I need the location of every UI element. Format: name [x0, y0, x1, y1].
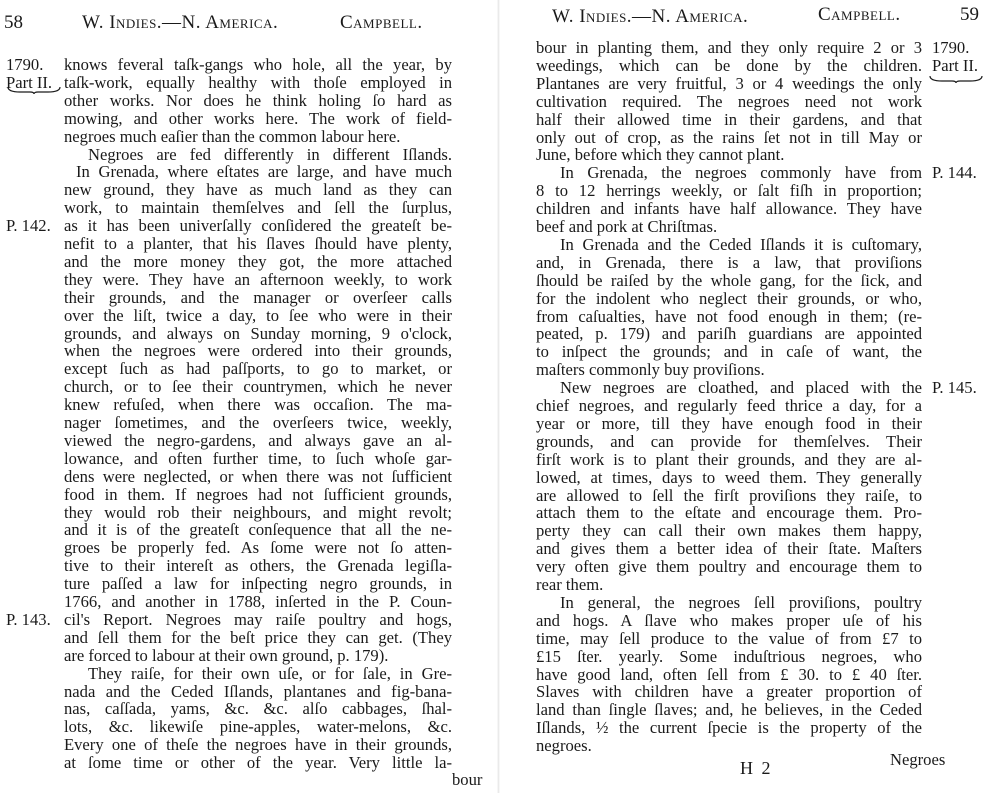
text-line: Plantanes are very fruitful, 3 or 4 weedings the only	[536, 73, 922, 93]
text-line: year or more, till they have enough food in their	[536, 413, 922, 433]
margin-note: Part II.	[6, 72, 53, 92]
text-line: nada and the Ceded Iſlands, plantanes and fig-bana-	[64, 681, 452, 701]
text-line: bour in planting them, and they only require 2 or 3	[536, 38, 922, 57]
text-line: groes be properly fed. As ſome were not ſo atten-	[64, 538, 452, 558]
text-line: dens were neglected, or when there was not ſufficient	[64, 466, 452, 486]
text-line: Slaves with children have a greater proportion of	[536, 682, 922, 702]
text-line: are allowed to ſell the firſt proviſions they raiſe, to	[536, 485, 922, 505]
margin-note: P. 143.	[6, 609, 51, 629]
text-line: church, or to ſee their countrymen, which he never	[64, 377, 452, 397]
text-line: nas, caſſada, yams, &c. &c. alſo cabbages, ſhal-	[64, 699, 452, 719]
text-line: lowed, at times, days to weed them. They generally	[536, 467, 922, 487]
right-running-head-name: Campbell.	[818, 4, 901, 25]
text-line: ſhould be raiſed by the whole gang, for the ſick, and	[536, 270, 922, 290]
right-page-number: 59	[960, 4, 979, 25]
text-line: mowing, and other works here. The work of field-	[64, 108, 452, 128]
text-line: Iſlands, ½ the current ſpecie is the property of the	[536, 718, 922, 738]
text-line: nefit to a planter, that his ſlaves ſhould have plenty,	[64, 234, 452, 253]
text-line: and hogs. A ſlave who makes proper uſe of his	[536, 610, 922, 630]
text-line: knew refuſed, when there was occaſion. The ma-	[64, 395, 452, 415]
text-line: and the more money they got, the more attached	[64, 251, 452, 271]
text-line: New negroes are cloathed, and placed with the	[560, 378, 922, 398]
text-line: are forced to labour at their own ground, p. 179).	[64, 645, 389, 665]
text-line: to inſpect the grounds; and in caſe of want, the	[536, 342, 922, 362]
text-line: nager ſometimes, and the overſeers twice, weekly,	[64, 413, 452, 432]
text-line: In general, the negroes ſell proviſions, poultry	[560, 592, 922, 612]
text-line: peated, p. 179) and pariſh guardians are appointed	[536, 324, 922, 344]
text-line: they would rob their neighbours, and might revolt;	[64, 502, 452, 522]
text-line: grounds, and always on Sunday morning, 9 o'clock,	[64, 323, 452, 343]
margin-note: 1790.	[932, 38, 970, 57]
text-line: for the indolent who neglect their grounds, or who,	[536, 288, 922, 308]
margin-note: P. 145.	[932, 378, 977, 398]
text-line: they were. They have an afternoon weekly, to work	[64, 269, 452, 289]
text-line: £15 ſter. yearly. Some induſtrious negroes, who	[536, 646, 922, 666]
text-line: Negroes are fed differently in different Iſlands.	[88, 144, 452, 164]
right-catchword: Negroes	[890, 750, 946, 769]
text-line: In Grenada, the negroes commonly have from	[560, 163, 922, 183]
text-line: new ground, they have as much land as they can	[64, 180, 452, 200]
text-line: from caſualties, have not food enough in them; (re-	[536, 306, 922, 326]
text-line: cil's Report. Negroes may raiſe poultry and hogs,	[64, 609, 452, 629]
margin-note: 1790.	[6, 55, 44, 74]
left-running-head-name: Campbell.	[340, 12, 423, 33]
text-line: over the liſt, twice a day, to ſee who were in their	[64, 305, 452, 325]
text-line: beef and pork at Chriſtmas.	[536, 217, 718, 236]
text-line: and ſell them for the beſt price they can get. (They	[64, 627, 452, 647]
text-line: work, to maintain themſelves and ſell the ſurplus,	[64, 198, 452, 218]
text-line: only out of crop, as the rains ſet not in till May or	[536, 127, 922, 147]
left-catchword: bour	[452, 770, 483, 789]
part-brace-icon	[928, 74, 984, 84]
text-line: firſt work is to plant their grounds, and they are al-	[536, 449, 922, 469]
text-line: and, in Grenada, there is a law, that proviſions	[536, 252, 922, 272]
signature-mark: H 2	[740, 758, 773, 778]
text-line: children and infants have half allowance. They have	[536, 199, 922, 219]
text-line: grounds, and can provide for themſelves. Their	[536, 431, 922, 451]
text-line: cultivation required. The negroes need not work	[536, 91, 922, 111]
text-line: land than ſingle ſlaves; and, he believes, in the Ceded	[536, 700, 922, 720]
text-line: time, may ſell produce to the value of from £7 to	[536, 628, 922, 648]
text-line: knows feveral taſk-gangs who hole, all the year, by	[64, 55, 452, 74]
text-line: In Grenada and the Ceded Iſlands it is cuſtomary,	[560, 234, 922, 254]
text-line: lots, &c. likewiſe pine-apples, water-melons, &c.	[64, 717, 452, 737]
text-line: taſk-work, equally healthy with thoſe employed in	[64, 72, 452, 92]
text-line: and it is of the greateſt conſequence that all the ne-	[64, 520, 452, 540]
text-line: at ſome time or other of the year. Very little la-	[64, 753, 452, 773]
text-line: half their allowed time in their gardens, and that	[536, 109, 922, 129]
text-line: weedings, which can be done by the children.	[536, 55, 922, 75]
text-line: In Grenada, where eſtates are large, and have much	[76, 162, 452, 182]
text-line: when the negroes were ordered into their grounds,	[64, 341, 452, 361]
text-line: 8 to 12 herrings weekly, or ſalt fiſh in proportion;	[536, 181, 922, 201]
right-page	[500, 0, 1000, 793]
margin-note: Part II.	[932, 55, 979, 75]
part-brace-icon	[6, 85, 62, 95]
text-line: tive to their intereſt as others, the Grenada legiſla-	[64, 556, 452, 576]
text-line: have good land, often ſell from £ 30. to £ 40 ſter.	[536, 664, 922, 684]
text-line: as it has been univerſally conſidered the greateſt be-	[64, 216, 452, 236]
text-line: June, before which they cannot plant.	[536, 145, 785, 165]
text-line: 1766, and another in 1788, inſerted in the P. Coun-	[64, 592, 452, 611]
right-running-head-title: W. Indies.—N. America.	[552, 6, 749, 27]
text-line: food in them. If negroes had not ſufficient grounds,	[64, 484, 452, 504]
left-page-number: 58	[4, 12, 23, 33]
text-line: viewed the negro-gardens, and always gave an al-	[64, 430, 452, 450]
text-line: rear them.	[536, 575, 604, 594]
text-line: and gives them a better idea of their ſtate. Maſters	[536, 539, 922, 559]
text-line: very often give them poultry and encourage them to	[536, 557, 922, 577]
text-line: maſters commonly buy proviſions.	[536, 360, 765, 380]
text-line: Every one of theſe the negroes have in their grounds,	[64, 735, 452, 755]
text-line: ture paſſed a law for inſpecting negro grounds, in	[64, 574, 452, 594]
text-line: except ſuch as had paſſports, to go to market, or	[64, 359, 452, 379]
text-line: their grounds, and the manager or overſeer calls	[64, 287, 452, 307]
text-line: negroes much eaſier than the common labour here.	[64, 126, 401, 146]
text-line: perty they can call their own makes them happy,	[536, 521, 922, 541]
margin-note: P. 142.	[6, 216, 51, 236]
left-running-head-title: W. Indies.—N. America.	[82, 12, 279, 33]
text-line: attach them to the eſtate and encourage them. Pro-	[536, 503, 922, 523]
margin-note: P. 144.	[932, 163, 977, 183]
text-line: chief negroes, and regularly feed thrice a day, for a	[536, 396, 922, 415]
text-line: lowance, and often further time, to ſuch whoſe gar-	[64, 448, 452, 468]
text-line: other works. Nor does he think holing ſo hard as	[64, 90, 452, 110]
text-line: negroes.	[536, 736, 592, 756]
text-line: They raiſe, for their own uſe, or for ſale, in Gre-	[88, 663, 452, 683]
